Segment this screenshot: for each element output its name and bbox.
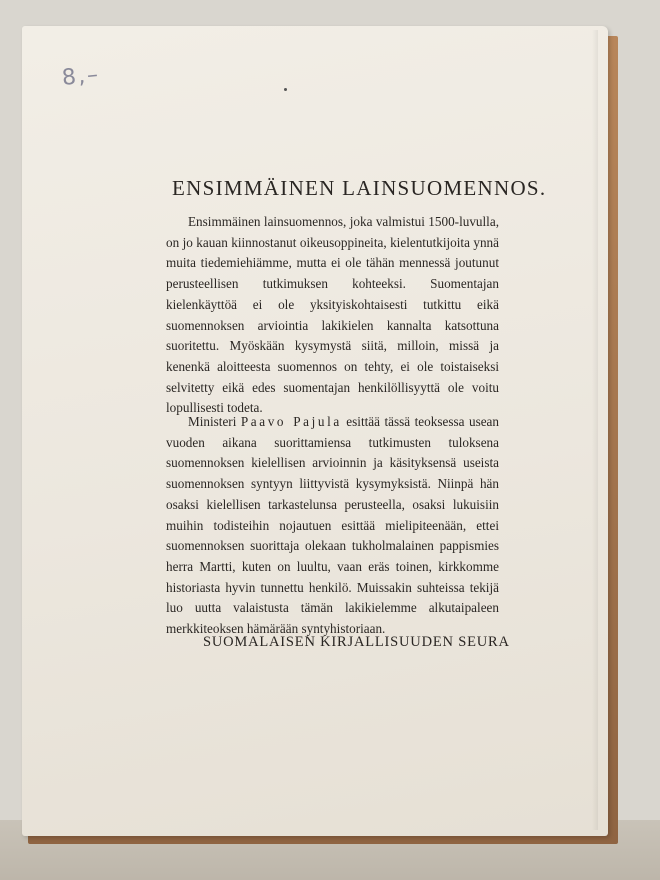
description-paragraph-2	[166, 412, 499, 640]
book-title: ENSIMMÄINEN LAINSUOMENNOS.	[172, 176, 547, 200]
cover-fold-shadow	[592, 30, 598, 830]
paragraph-2-body: esittää tässä teoksessa usean vuoden aikana suorittamiensa tutkimusten tuloksena suomennoksen kielellisen arvioinnin ja käsityksensä useista suomennoksen syntyyn liittyvistä kysymyksistä. Niinpä hän osaksi kielellisen tarkastelunsa perusteella, osaksi lukuisiin muihin todisteihin nojautuen esittää mielipiteenään, ettei suomennoksen suorittaja olekaan tukholmalainen pappismies herra Martti, kuten on luultu, vaan eräs toinen, kirkkomme historiasta hyvin tunnettu henkilö. Muissakin suhteissa tekijä luo uutta valaistusta tämän lakikielemme alkutaipaleen merkkiteoksen hämärään syntyhistoriaan.	[166, 414, 499, 637]
handwritten-price-mark: 8,–	[60, 62, 102, 91]
ink-dot	[284, 88, 287, 91]
paragraph-2-intro: Ministeri	[188, 414, 241, 429]
publisher-name: SUOMALAISEN KIRJALLISUUDEN SEURA	[203, 634, 510, 650]
description-paragraph-1: Ensimmäinen lainsuomennos, joka valmistui 1500-luvulla, on jo kauan kiinnostanut oikeusoppineita, kielentutkijoita ynnä muita tiedemiehiämme, mutta ei ole tähän mennessä joutunut perusteellisen tutkimuksen kohteeksi. Suomentajan kielenkäyttöä ei ole yksityiskohtaisesti tutkittu eikä suomennoksen arviointia lakikielen kannalta katsottuna suoritettu. Myöskään kysymystä siitä, milloin, missä ja kenenkä aloitteesta suomennos on tehty, ei ole toistaiseksi selvitetty eikä edes suomentajan henkilöllisyyttä ole voitu lopullisesti todeta.	[166, 214, 499, 416]
author-name: Paavo Pajula	[240, 414, 342, 429]
